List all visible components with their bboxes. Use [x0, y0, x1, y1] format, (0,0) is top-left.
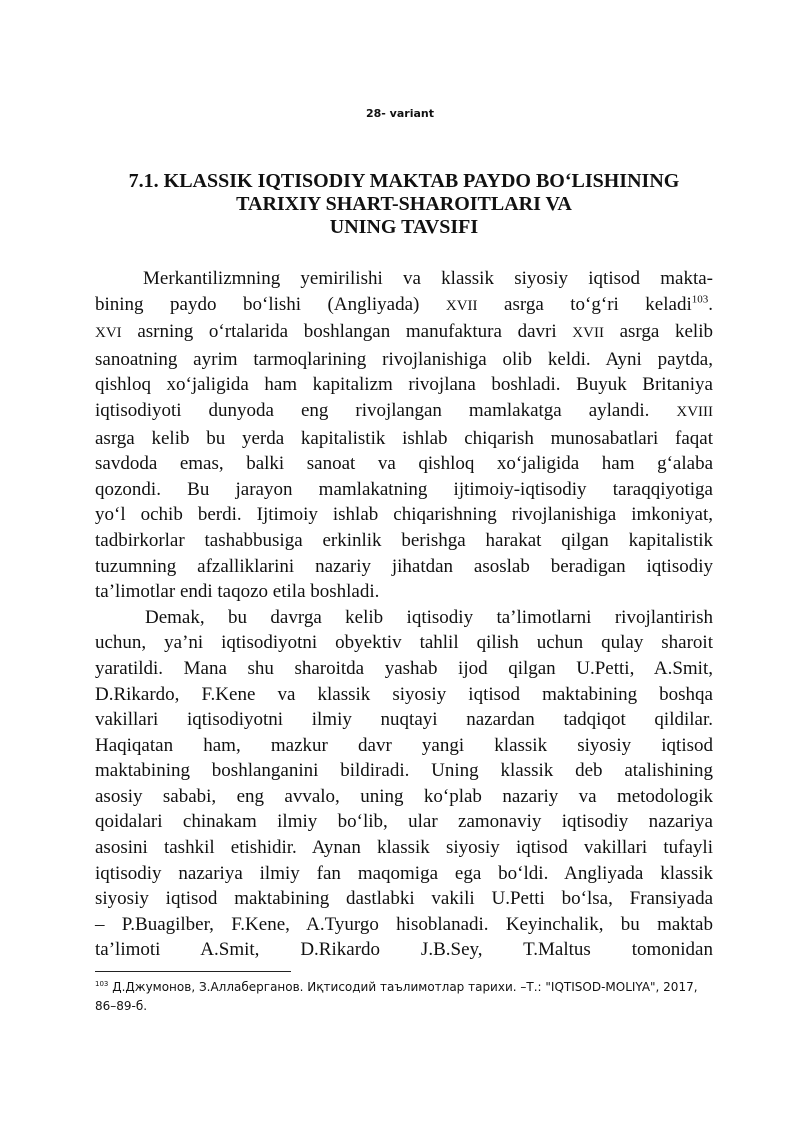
text-line: asosini tashkil etishidir. Aynan klassik siyosiy iqtisod vakillari tufayli: [95, 837, 713, 859]
variant-label: 28- variant: [365, 107, 434, 120]
text-line: tadbirkorlar tashabbusiga erkinlik berishga harakat qilgan kapitalistik: [95, 529, 713, 551]
text-line: maktabining boshlanganini bildiradi. Uning klassik deb atalishining: [95, 760, 713, 782]
roman-numeral: XVI: [95, 325, 122, 342]
text-line: asosiy sababi, eng avvalo, uning ko‘plab nazariy va metodologik: [95, 785, 713, 807]
text-line: uchun, ya’ni iqtisodiyotni obyektiv tahlil qilish uchun qulay sharoit: [95, 632, 713, 654]
text-line: ta’limoti A.Smit, D.Rikardo J.B.Sey, T.Maltus tomonidan: [95, 939, 713, 961]
text-line: D.Rikardo, F.Kene va klassik siyosiy iqtisod maktabining boshqa: [95, 683, 713, 705]
text-line: Haqiqatan ham, mazkur davr yangi klassik siyosiy iqtisod: [95, 734, 713, 756]
text-line: Demak, bu davrga kelib iqtisodiy ta’limotlarni rivojlantirish: [145, 606, 713, 628]
section-title: [95, 170, 713, 239]
text-line: siyosiy iqtisod maktabining dastlabki vakili U.Petti bo‘lsa, Fransiyada: [95, 888, 713, 910]
text-line: sanoatning ayrim tarmoqlarining rivojlanishiga olib keldi. Ayni paytda,: [95, 348, 713, 370]
text-line: iqtisodiy nazariya ilmiy fan maqomiga ega bo‘ldi. Angliyada klassik: [95, 862, 713, 884]
footnote-number: 103: [95, 980, 109, 988]
text-line: ta’limotlar endi taqozo etila boshladi.: [95, 581, 380, 603]
text-line: yaratildi. Mana shu sharoitda yashab ijod qilgan U.Petti, A.Smit,: [95, 657, 713, 679]
text-line: yo‘l ochib berdi. Ijtimoiy ishlab chiqarishning rivojlanishiga imkoniyat,: [95, 504, 713, 526]
text-fragment: asrga to‘g‘ri keladi: [477, 293, 692, 315]
text-line: qozondi. Bu jarayon mamlakatning ijtimoiy-iqtisodiy taraqqiyotiga: [95, 478, 713, 500]
text-line: Merkantilizmning yemirilishi va klassik siyosiy iqtisod makta-: [143, 268, 713, 289]
roman-numeral: XVII: [572, 325, 604, 342]
text-fragment: iqtisodiyoti dunyoda eng rivojlangan mamlakatga aylandi.: [95, 399, 650, 421]
text-line: [95, 398, 713, 426]
title-line: 7.1. KLASSIK IQTISODIY MAKTAB PAYDO BO‘LISHINING: [128, 170, 680, 192]
body-text: [95, 266, 713, 963]
text-fragment: asrning o‘rtalarida boshlangan manufaktura davri: [121, 321, 573, 343]
footnote: [95, 978, 713, 1016]
title-line: TARIXIY SHART-SHAROITLARI VA: [236, 193, 572, 215]
text-line: savdoda emas, balki sanoat va qishloq xo‘jaligida ham g‘alaba: [95, 453, 713, 475]
text-fragment: asrga kelib: [603, 321, 713, 343]
text-line: [95, 292, 713, 320]
title-line: UNING TAVSIFI: [329, 216, 479, 238]
text-line: qoidalari chinakam ilmiy bo‘lib, ular zamonaviy iqtisodiy nazariya: [95, 811, 713, 833]
text-line: vakillari iqtisodiyotni ilmiy nuqtayi nazardan tadqiqot qildilar.: [95, 709, 713, 731]
footnote-line: 86–89-б.: [95, 999, 148, 1013]
footnote-text: Д.Джумонов, З.Аллаберганов. Иқтисодий таълимотлар тарихи. –Т.: "IQTISOD-MOLIYA", 2017,: [108, 980, 698, 994]
text-line: [95, 319, 713, 347]
text-fragment: bining paydo bo‘lishi (Angliyada): [95, 293, 446, 315]
text-line: tuzumning afzalliklarini nazariy jihatdan asoslab beradigan iqtisodiy: [95, 555, 713, 577]
footnote-separator: [95, 971, 291, 972]
text-line: qishloq xo‘jaligida ham kapitalizm rivojlana boshladi. Buyuk Britaniya: [95, 374, 713, 396]
roman-numeral: XVIII: [676, 403, 714, 420]
footnote-ref: 103: [691, 293, 709, 306]
roman-numeral: XVII: [445, 297, 478, 314]
text-line: – P.Buagilber, F.Kene, A.Tyurgo hisoblanadi. Keyinchalik, bu maktab: [95, 913, 713, 935]
text-fragment: .: [708, 293, 713, 315]
text-line: asrga kelib bu yerda kapitalistik ishlab chiqarish munosabatlari faqat: [95, 427, 713, 449]
footnote-line: [95, 978, 713, 997]
